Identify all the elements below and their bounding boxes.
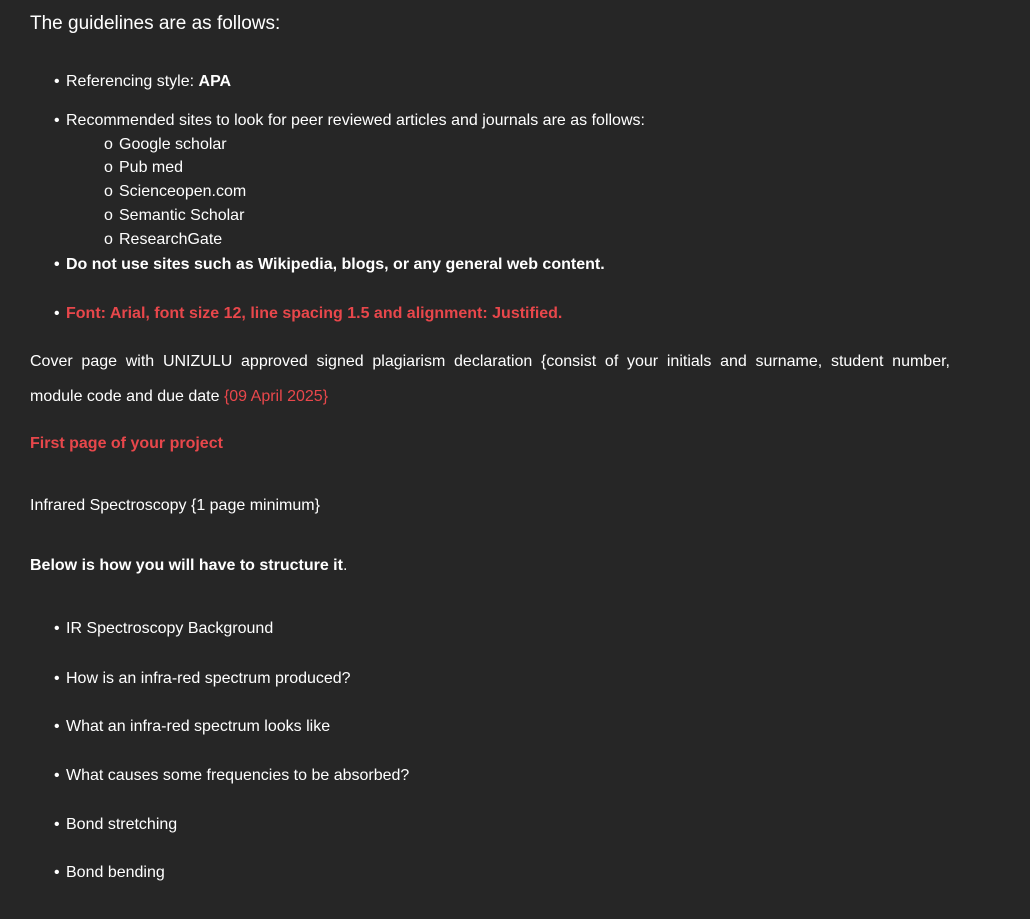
site-item (104, 135, 227, 155)
bullet-icon: • (54, 305, 60, 322)
structure-item (54, 766, 409, 786)
structure-item (54, 717, 330, 737)
referencing-value: APA (198, 73, 232, 90)
circle-bullet-icon: o (104, 231, 113, 248)
site-item (104, 230, 222, 250)
site-name: Scienceopen.com (119, 183, 247, 200)
structure-item-text: What an infra-red spectrum looks like (66, 718, 331, 735)
bullet-icon: • (54, 620, 60, 637)
guideline-recommended-sites (54, 111, 645, 131)
circle-bullet-icon: o (104, 136, 113, 153)
structure-item-text: Bond bending (66, 864, 165, 881)
cover-page-line-1: Cover page with UNIZULU approved signed plagiarism declaration {consist of your initials and surname, student number, (30, 353, 950, 370)
topic-line: Infrared Spectroscopy {1 page minimum} (30, 497, 320, 514)
structure-item (54, 669, 351, 689)
bullet-icon: • (54, 864, 60, 881)
cover-page-line-2 (30, 387, 328, 407)
circle-bullet-icon: o (104, 183, 113, 200)
site-name: ResearchGate (119, 231, 223, 248)
circle-bullet-icon: o (104, 207, 113, 224)
bullet-icon: • (54, 670, 60, 687)
structure-heading-text: Below is how you will have to structure it (30, 557, 343, 574)
due-date: {09 April 2025} (223, 388, 329, 405)
site-item (104, 206, 244, 226)
bullet-icon: • (54, 256, 60, 273)
intro-heading: The guidelines are as follows: (30, 13, 281, 34)
recommended-sites-text: Recommended sites to look for peer reviewed articles and journals are as follows: (66, 112, 645, 129)
first-page-heading: First page of your project (30, 435, 223, 452)
structure-item-text: How is an infra-red spectrum produced? (66, 670, 351, 687)
guideline-font-rule (54, 304, 562, 324)
circle-bullet-icon: o (104, 159, 113, 176)
structure-item-text: IR Spectroscopy Background (66, 620, 274, 637)
guideline-do-not-use (54, 255, 605, 275)
referencing-label: Referencing style: (66, 73, 199, 90)
structure-item (54, 619, 273, 639)
bullet-icon: • (54, 112, 60, 129)
site-name: Google scholar (119, 136, 227, 153)
structure-item-text: Bond stretching (66, 816, 178, 833)
bullet-icon: • (54, 767, 60, 784)
structure-item (54, 863, 165, 883)
site-item (104, 182, 246, 202)
site-name: Semantic Scholar (119, 207, 245, 224)
site-item (104, 158, 183, 178)
bullet-icon: • (54, 816, 60, 833)
structure-heading-period: . (342, 557, 348, 574)
structure-item-text: What causes some frequencies to be absorbed? (66, 767, 410, 784)
site-name: Pub med (119, 159, 184, 176)
cover-page-line-2-text: module code and due date (30, 388, 224, 405)
do-not-use-text: Do not use sites such as Wikipedia, blogs, or any general web content. (66, 256, 605, 273)
bullet-icon: • (54, 718, 60, 735)
structure-heading (30, 556, 347, 576)
font-rule-text: Font: Arial, font size 12, line spacing 1.5 and alignment: Justified. (66, 305, 563, 322)
structure-item (54, 815, 177, 835)
guideline-referencing (54, 72, 231, 92)
bullet-icon: • (54, 73, 60, 90)
